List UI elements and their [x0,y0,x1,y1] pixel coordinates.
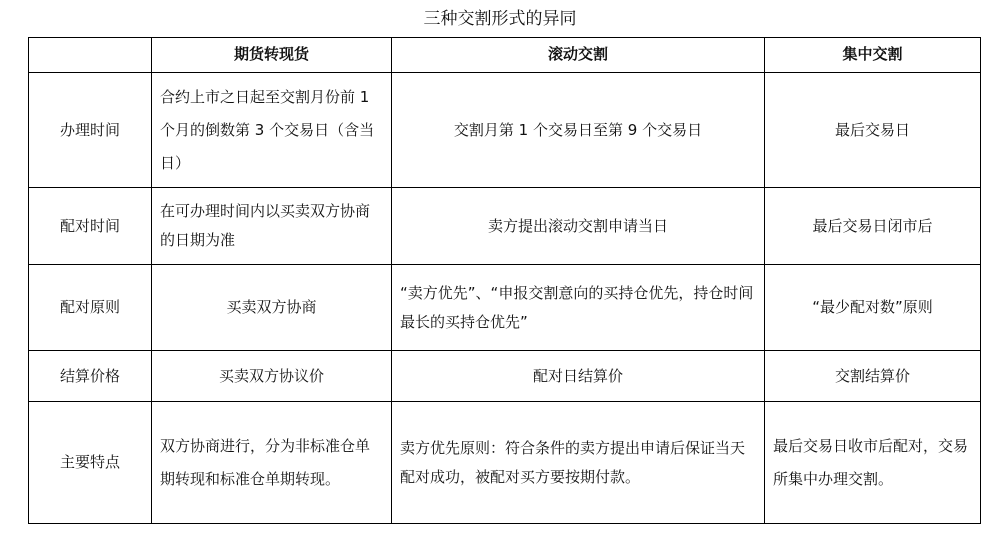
cell-centralized: 交割结算价 [765,351,981,402]
cell-efp: 买卖双方协商 [152,265,392,351]
header-centralized: 集中交割 [765,38,981,73]
cell-efp: 合约上市之日起至交割月份前 1 个月的倒数第 3 个交易日（含当日） [152,72,392,188]
cell-centralized: “最少配对数”原则 [765,265,981,351]
row-label: 配对原则 [29,265,152,351]
row-label: 办理时间 [29,72,152,188]
row-label: 配对时间 [29,188,152,265]
cell-centralized: 最后交易日闭市后 [765,188,981,265]
table-header-row [29,38,981,73]
cell-efp: 在可办理时间内以买卖双方协商的日期为准 [152,188,392,265]
cell-rolling: 卖方优先原则：符合条件的卖方提出申请后保证当天配对成功，被配对买方要按期付款。 [392,402,765,524]
cell-rolling: 卖方提出滚动交割申请当日 [392,188,765,265]
cell-efp: 双方协商进行，分为非标准仓单期转现和标准仓单期转现。 [152,402,392,524]
header-efp: 期货转现货 [152,38,392,73]
header-rolling: 滚动交割 [392,38,765,73]
table-row [29,351,981,402]
table-row [29,265,981,351]
cell-rolling: 配对日结算价 [392,351,765,402]
table-row [29,72,981,188]
cell-centralized: 最后交易日 [765,72,981,188]
cell-rolling: “卖方优先”、“申报交割意向的买持仓优先，持仓时间最长的买持仓优先” [392,265,765,351]
table-row [29,402,981,524]
row-label: 主要特点 [29,402,152,524]
row-label: 结算价格 [29,351,152,402]
cell-centralized: 最后交易日收市后配对，交易所集中办理交割。 [765,402,981,524]
comparison-table [28,37,981,524]
table-row [29,188,981,265]
header-empty [29,38,152,73]
cell-efp: 买卖双方协议价 [152,351,392,402]
table-title: 三种交割形式的异同 [423,9,577,29]
cell-rolling: 交割月第 1 个交易日至第 9 个交易日 [392,72,765,188]
